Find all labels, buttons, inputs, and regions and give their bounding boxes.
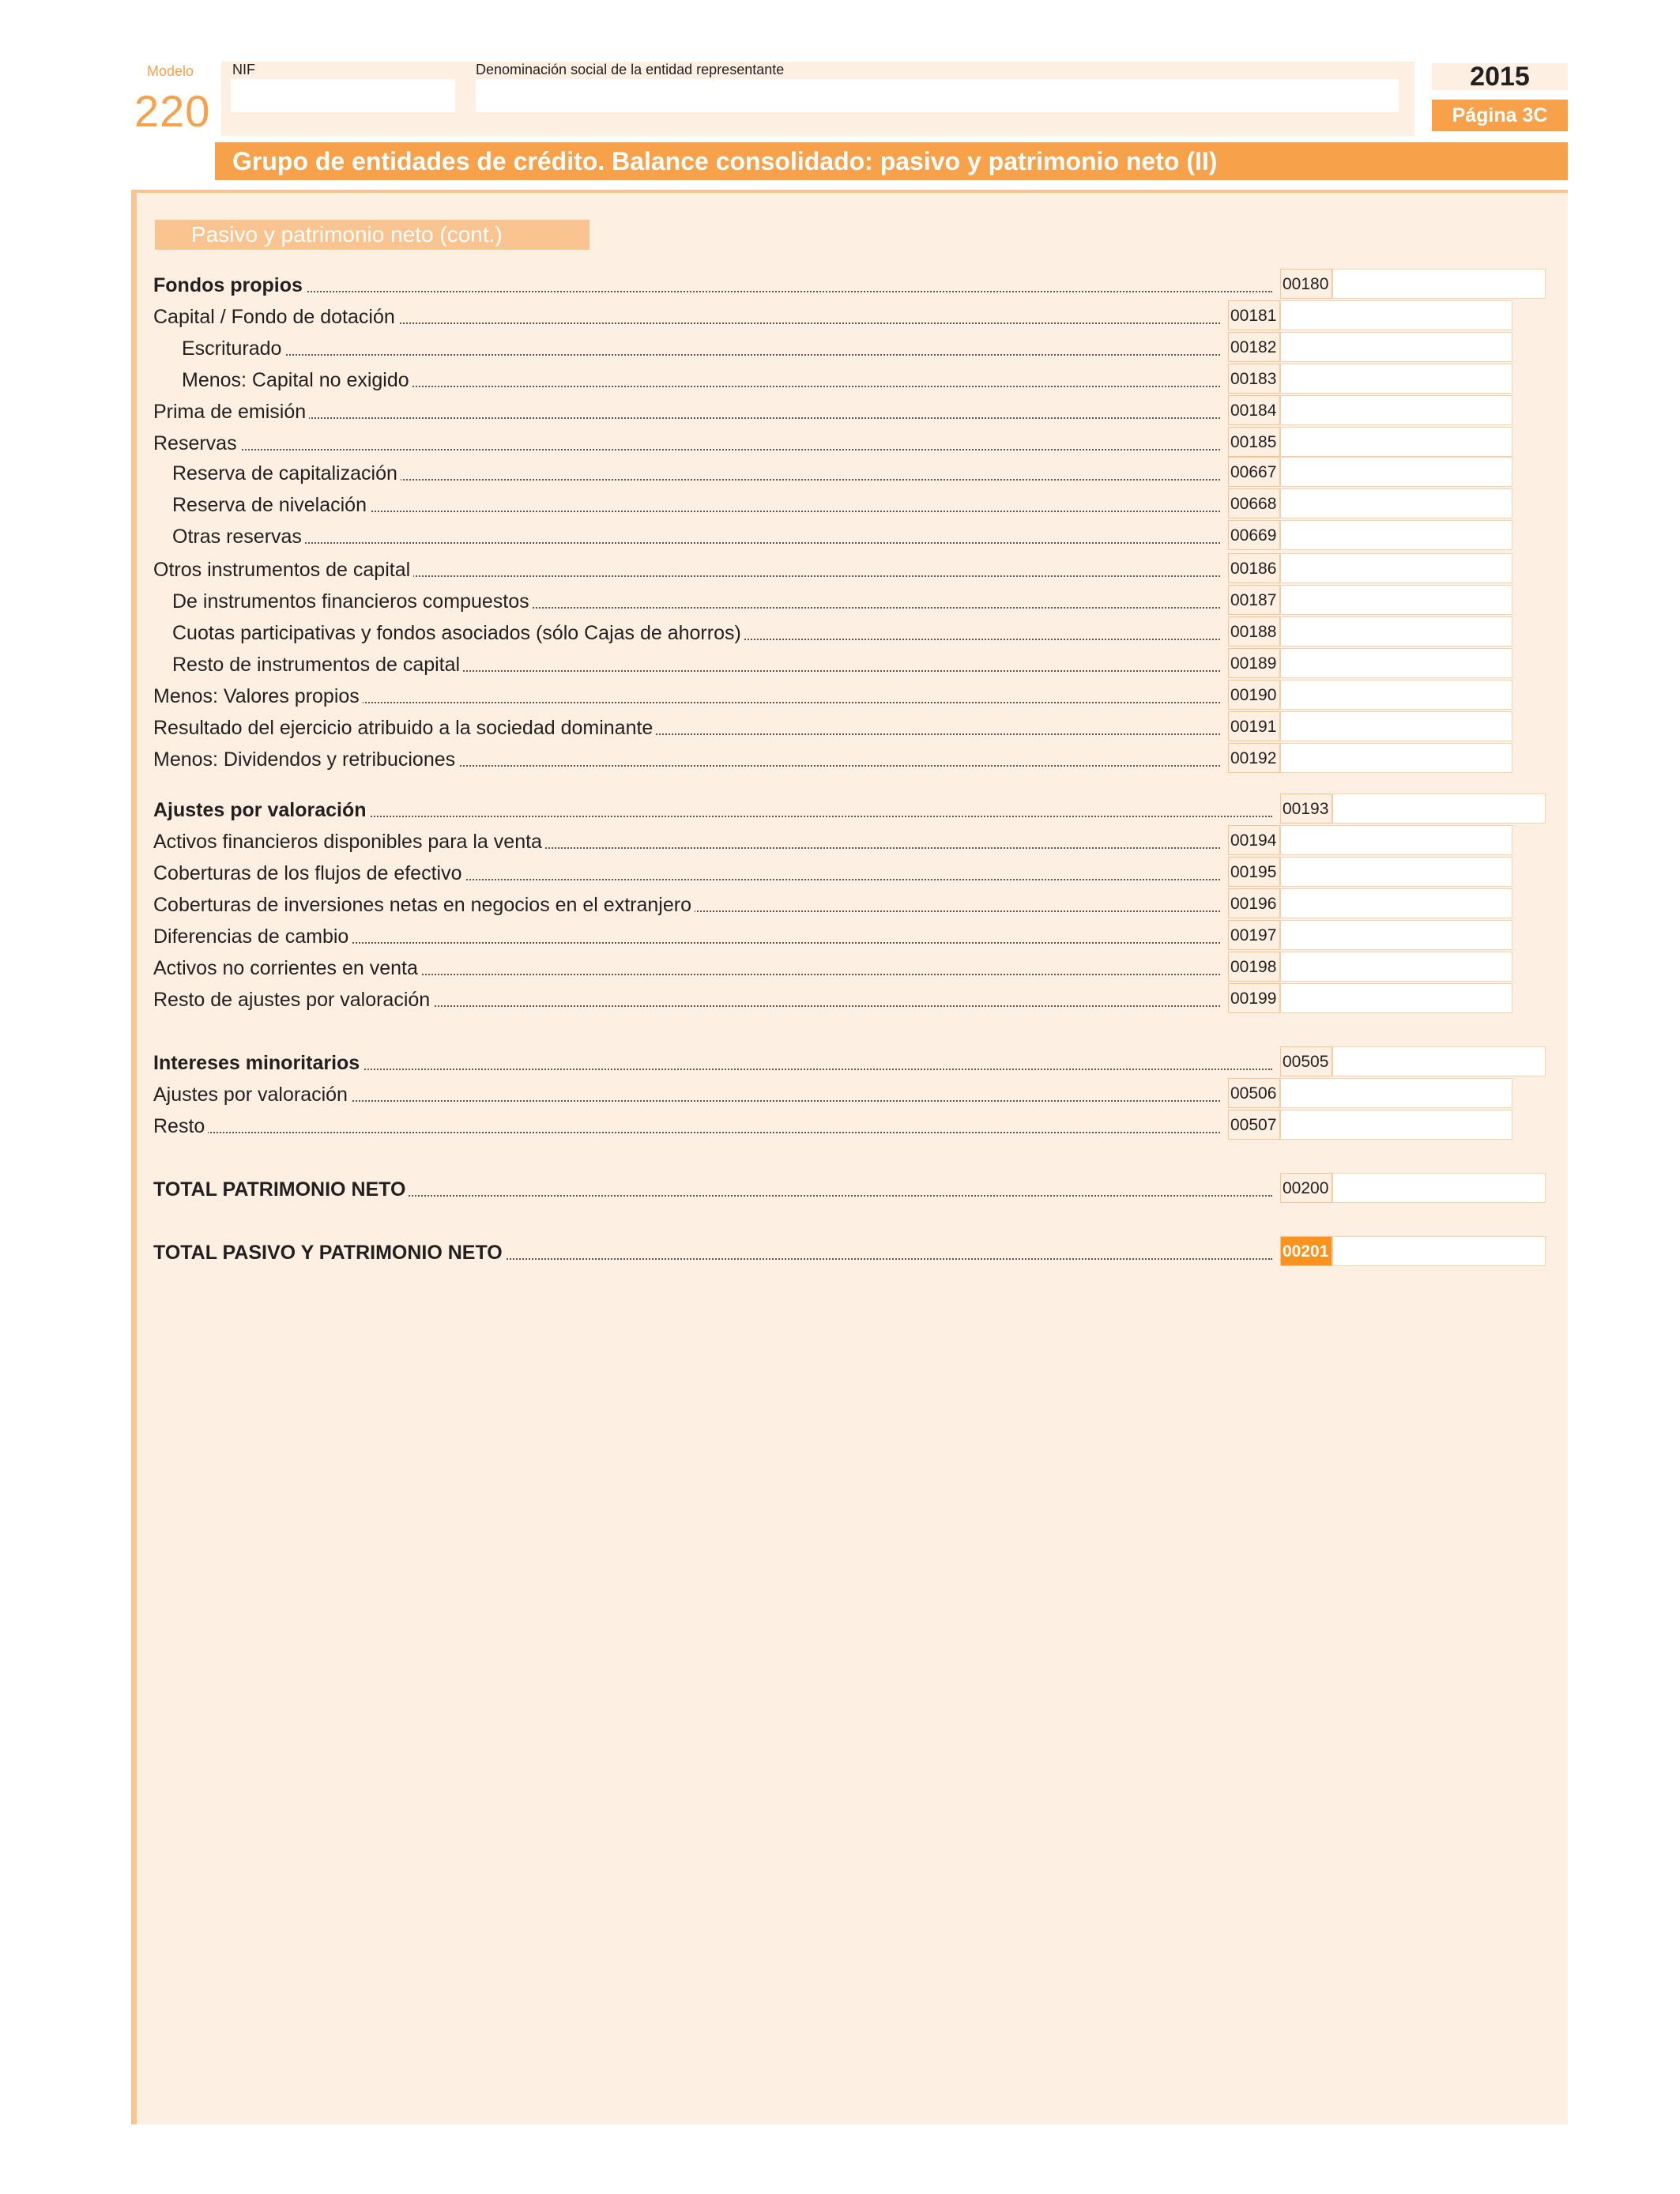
field-code: 00188	[1228, 616, 1280, 647]
row-label: Ajustes por valoración	[153, 799, 370, 822]
row-label: Menos: Dividendos y retribuciones	[153, 748, 458, 771]
amount-field[interactable]	[1332, 794, 1546, 824]
modelo-label: Modelo	[147, 63, 194, 79]
field-code: 00196	[1228, 888, 1280, 918]
field-code: 00181	[1228, 300, 1280, 330]
row-label: Coberturas de inversiones netas en negocios en el extranjero	[153, 894, 695, 917]
field-code: 00506	[1228, 1078, 1280, 1108]
field-code: 00194	[1228, 825, 1280, 855]
form-row	[153, 743, 1228, 775]
dot-leader	[153, 291, 1272, 292]
form-row	[153, 553, 1228, 585]
amount-field[interactable]	[1280, 520, 1512, 550]
row-label: Capital / Fondo de dotación	[153, 306, 398, 329]
amount-field[interactable]	[1280, 711, 1512, 741]
amount-field[interactable]	[1280, 743, 1512, 773]
row-label: Otras reservas	[172, 526, 305, 548]
amount-field[interactable]	[1280, 952, 1512, 982]
form-row	[153, 269, 1280, 300]
field-code: 00184	[1228, 395, 1280, 425]
field-code: 00183	[1228, 364, 1280, 394]
form-row	[153, 395, 1228, 427]
row-label: Reservas	[153, 432, 240, 455]
field-code: 00187	[1228, 585, 1280, 615]
dot-leader	[153, 417, 1220, 419]
row-label: Intereses minoritarios	[153, 1052, 363, 1075]
field-code: 00507	[1228, 1110, 1280, 1140]
form-row	[153, 1173, 1280, 1204]
amount-field[interactable]	[1280, 857, 1512, 887]
field-code: 00182	[1228, 332, 1280, 362]
amount-field[interactable]	[1280, 1110, 1512, 1140]
amount-field[interactable]	[1280, 364, 1512, 394]
row-label: Coberturas de los flujos de efectivo	[153, 862, 465, 885]
nif-label: NIF	[232, 62, 255, 77]
field-code: 00186	[1228, 553, 1280, 583]
nif-field[interactable]	[231, 79, 455, 112]
row-label: Resto de instrumentos de capital	[172, 654, 463, 677]
amount-field[interactable]	[1280, 983, 1512, 1013]
row-label: Ajustes por valoración	[153, 1084, 351, 1106]
field-code: 00669	[1228, 520, 1280, 550]
row-label: Reserva de nivelación	[172, 494, 370, 517]
form-row	[153, 427, 1228, 458]
field-code: 00198	[1228, 952, 1280, 982]
row-label: TOTAL PATRIMONIO NETO	[153, 1178, 409, 1201]
form-row	[153, 488, 1228, 520]
form-row	[153, 457, 1228, 488]
dot-leader	[153, 449, 1220, 450]
row-label: Fondos propios	[153, 274, 306, 297]
form-row	[153, 332, 1228, 364]
row-label: Menos: Valores propios	[153, 685, 363, 708]
field-code: 00197	[1228, 920, 1280, 950]
form-row	[153, 825, 1228, 857]
row-label: De instrumentos financieros compuestos	[172, 590, 533, 613]
denominacion-label: Denominación social de la entidad representante	[476, 62, 785, 77]
form-row	[153, 794, 1280, 825]
section-tag: Pasivo y patrimonio neto (cont.)	[155, 220, 590, 250]
field-code: 00505	[1280, 1046, 1332, 1076]
amount-field[interactable]	[1332, 1173, 1546, 1203]
field-code: 00193	[1280, 794, 1332, 824]
form-row	[153, 616, 1228, 648]
row-label: Resultado del ejercicio atribuido a la sociedad dominante	[153, 717, 656, 740]
amount-field[interactable]	[1280, 488, 1512, 518]
dot-leader	[172, 542, 1220, 544]
field-code: 00195	[1228, 857, 1280, 887]
amount-field[interactable]	[1280, 300, 1512, 330]
amount-field[interactable]	[1280, 680, 1512, 710]
form-row	[153, 364, 1228, 395]
amount-field[interactable]	[1280, 457, 1512, 487]
denominacion-field[interactable]	[476, 79, 1399, 112]
row-label: Otros instrumentos de capital	[153, 559, 413, 582]
field-code: 00192	[1228, 743, 1280, 773]
form-row	[153, 648, 1228, 680]
form-row	[153, 888, 1228, 920]
amount-field[interactable]	[1332, 1046, 1546, 1076]
amount-field[interactable]	[1280, 332, 1512, 362]
field-code: 00668	[1228, 488, 1280, 518]
form-row	[153, 1110, 1228, 1141]
row-label: TOTAL PASIVO Y PATRIMONIO NETO	[153, 1242, 506, 1265]
row-label: Resto de ajustes por valoración	[153, 989, 433, 1012]
amount-field[interactable]	[1280, 1078, 1512, 1108]
amount-field[interactable]	[1280, 553, 1512, 583]
field-code: 00200	[1280, 1173, 1332, 1203]
field-code: 00189	[1228, 648, 1280, 678]
amount-field[interactable]	[1280, 395, 1512, 425]
page-label: Página 3C	[1432, 100, 1568, 131]
amount-field[interactable]	[1280, 825, 1512, 855]
amount-field[interactable]	[1280, 888, 1512, 918]
row-label: Menos: Capital no exigido	[182, 369, 412, 392]
modelo-number: 220	[134, 86, 211, 136]
row-label: Prima de emisión	[153, 401, 309, 424]
amount-field[interactable]	[1332, 269, 1546, 299]
field-code: 00201	[1280, 1236, 1332, 1266]
row-label: Escriturado	[182, 337, 284, 360]
field-code: 00199	[1228, 983, 1280, 1013]
field-code: 00667	[1228, 457, 1280, 487]
amount-field[interactable]	[1332, 1236, 1546, 1266]
row-label: Cuotas participativas y fondos asociados (sólo Cajas de ahorros)	[172, 622, 744, 645]
form-row	[153, 680, 1228, 711]
amount-field[interactable]	[1280, 920, 1512, 950]
amount-field[interactable]	[1280, 585, 1512, 615]
form-row	[153, 585, 1228, 616]
field-code: 00180	[1280, 269, 1332, 299]
amount-field[interactable]	[1280, 648, 1512, 678]
amount-field[interactable]	[1280, 427, 1512, 457]
form-row	[153, 1236, 1280, 1268]
form-row	[153, 952, 1228, 983]
form-row	[153, 920, 1228, 952]
form-row	[153, 300, 1228, 332]
form-row	[153, 520, 1228, 552]
form-row	[153, 1078, 1228, 1110]
field-code: 00191	[1228, 711, 1280, 741]
field-code: 00190	[1228, 680, 1280, 710]
row-label: Activos financieros disponibles para la venta	[153, 831, 545, 854]
form-row	[153, 1046, 1280, 1078]
form-row	[153, 983, 1228, 1015]
dot-leader	[182, 354, 1220, 356]
form-row	[153, 711, 1228, 743]
page-title: Grupo de entidades de crédito. Balance consolidado: pasivo y patrimonio neto (II)	[215, 142, 1568, 180]
dot-leader	[153, 1132, 1220, 1133]
row-label: Resto	[153, 1115, 208, 1138]
row-label: Diferencias de cambio	[153, 925, 352, 948]
row-label: Activos no corrientes en venta	[153, 957, 421, 980]
row-label: Reserva de capitalización	[172, 462, 401, 485]
field-code: 00185	[1228, 427, 1280, 457]
year: 2015	[1470, 62, 1530, 92]
form-row	[153, 857, 1228, 888]
amount-field[interactable]	[1280, 616, 1512, 647]
